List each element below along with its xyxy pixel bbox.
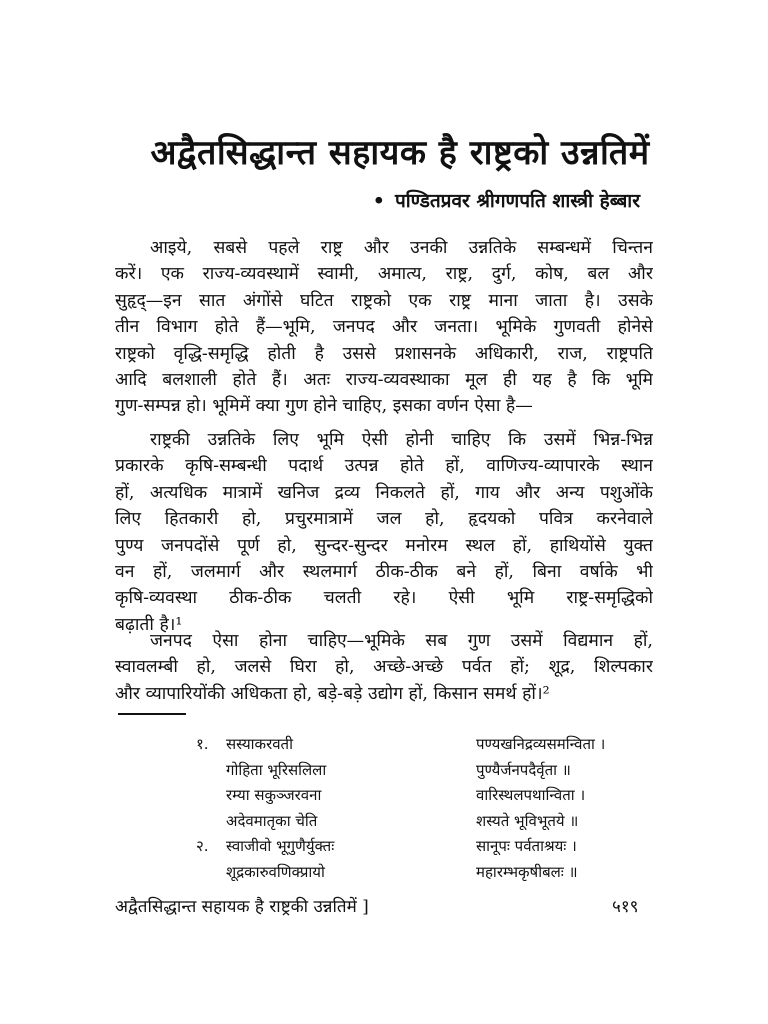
footnote-line bbox=[196, 834, 577, 860]
footnote-number: २. bbox=[196, 837, 209, 855]
paragraph-line: बढ़ाती है।¹ bbox=[115, 614, 183, 635]
paragraph-line: तीन विभाग होते हैं—भूमि, जनपद और जनता। भूमिके गुणवती होनेसे bbox=[115, 317, 653, 338]
paragraph-line: लिए हितकारी हो, प्रचुरमात्रामें जल हो, हृदयको पवित्र करनेवाले bbox=[115, 509, 653, 530]
verse-first-half: शूद्रकारुवणिक्प्रायो bbox=[226, 862, 325, 881]
verse-second-half: वारिस्थलपथान्विता । bbox=[476, 786, 586, 804]
verse-first-half: स्वाजीवो भूगुणैर्युक्तः bbox=[226, 837, 335, 855]
footnotes bbox=[196, 732, 606, 885]
page-number: ५१९ bbox=[612, 897, 639, 917]
paragraph-line: जनपद ऐसा होना चाहिए—भूमिके सब गुण उसमें विद्यमान हों, bbox=[150, 631, 653, 651]
verse-second-half: पुण्यैर्जनपदैर्वृता ॥ bbox=[476, 760, 571, 779]
verse-second-half: शस्यते भूविभूतये ॥ bbox=[476, 811, 579, 830]
paragraph-line: गुण-सम्पन्न हो। भूमिमें क्या गुण होने चाहिए, इसका वर्णन ऐसा है— bbox=[115, 396, 533, 417]
paragraph-line: हों, अत्यधिक मात्रामें खनिज द्रव्य निकलते हों, गाय और अन्य पशुओंके bbox=[115, 482, 653, 503]
paragraph-line: और व्यापारियोंकी अधिकता हो, बड़े-बड़े उद्योग हों, किसान समर्थ हों।² bbox=[115, 683, 550, 704]
paragraph-line: वन हों, जलमार्ग और स्थलमार्ग ठीक-ठीक बने हों, बिना वर्षाके भी bbox=[115, 562, 653, 583]
paragraph-3 bbox=[115, 628, 653, 707]
paragraph-line: सुहृद्—इन सात अंगोंसे घटित राष्ट्रको एक राष्ट्र माना जाता है। उसके bbox=[115, 290, 653, 311]
footnote-line bbox=[196, 809, 579, 835]
paragraph-line: राष्ट्रको वृद्धि-समृद्धि होती है उससे प्रशासनके अधिकारी, राज, राष्ट्रपति bbox=[115, 343, 653, 364]
paragraph-line: आइये, सबसे पहले राष्ट्र और उनकी उन्नतिके सम्बन्धमें चिन्तन bbox=[150, 238, 653, 258]
author-name: पण्डितप्रवर श्रीगणपति शास्त्री हेब्बार bbox=[394, 190, 640, 212]
footnote-line bbox=[196, 783, 586, 809]
verse-second-half: पण्यखनिद्रव्यसमन्विता । bbox=[476, 735, 606, 753]
verse-first-half: अदेवमातृका चेति bbox=[226, 811, 318, 830]
footnote-line bbox=[196, 860, 578, 886]
verse-second-half: महारम्भकृषीबलः ॥ bbox=[476, 862, 578, 881]
bullet-icon: • bbox=[372, 190, 385, 212]
article-title: अद्वैतसिद्धान्त सहायक है राष्ट्रको उन्नतिमें bbox=[150, 133, 650, 173]
paragraph-line: प्रकारके कृषि-सम्बन्धी पदार्थ उत्पन्न होते हों, वाणिज्य-व्यापारके स्थान bbox=[115, 456, 653, 477]
paragraph-line: करें। एक राज्य-व्यवस्थामें स्वामी, अमात्य, राष्ट्र, दुर्ग, कोष, बल और bbox=[115, 264, 653, 285]
paragraph-line: राष्ट्रकी उन्नतिके लिए भूमि ऐसी होनी चाहिए कि उसमें भिन्न-भिन्न bbox=[150, 430, 653, 450]
paragraph-1 bbox=[115, 235, 653, 420]
verse-first-half: सस्याकरवती bbox=[226, 735, 293, 753]
paragraph-line: कृषि-व्यवस्था ठीक-ठीक चलती रहे। ऐसी भूमि राष्ट्र-समृद्धिको bbox=[115, 588, 653, 609]
verse-second-half: सानूपः पर्वताश्रयः । bbox=[476, 837, 577, 855]
verse-first-half: रम्या सकुञ्जरवना bbox=[226, 786, 322, 804]
paragraph-line: स्वावलम्बी हो, जलसे घिरा हो, अच्छे-अच्छे पर्वत हों; शूद्र, शिल्पकार bbox=[115, 657, 653, 678]
footnote-line bbox=[196, 732, 606, 758]
running-footer-title: अद्वैतसिद्धान्त सहायक है राष्ट्रकी उन्नतिमें ] bbox=[115, 897, 369, 917]
verse-first-half: गोहिता भूरिसलिला bbox=[226, 760, 327, 779]
paragraph-line: आदि बलशाली होते हैं। अतः राज्य-व्यवस्थाका मूल ही यह है कि भूमि bbox=[115, 370, 653, 391]
author-byline bbox=[373, 187, 640, 213]
paragraph-line: पुण्य जनपदोंसे पूर्ण हो, सुन्दर-सुन्दर मनोरम स्थल हों, हाथियोंसे युक्त bbox=[115, 535, 653, 556]
paragraph-2 bbox=[115, 427, 653, 638]
footnote-divider bbox=[118, 713, 186, 715]
footnote-line bbox=[196, 758, 571, 784]
footnote-number: १. bbox=[196, 735, 209, 753]
